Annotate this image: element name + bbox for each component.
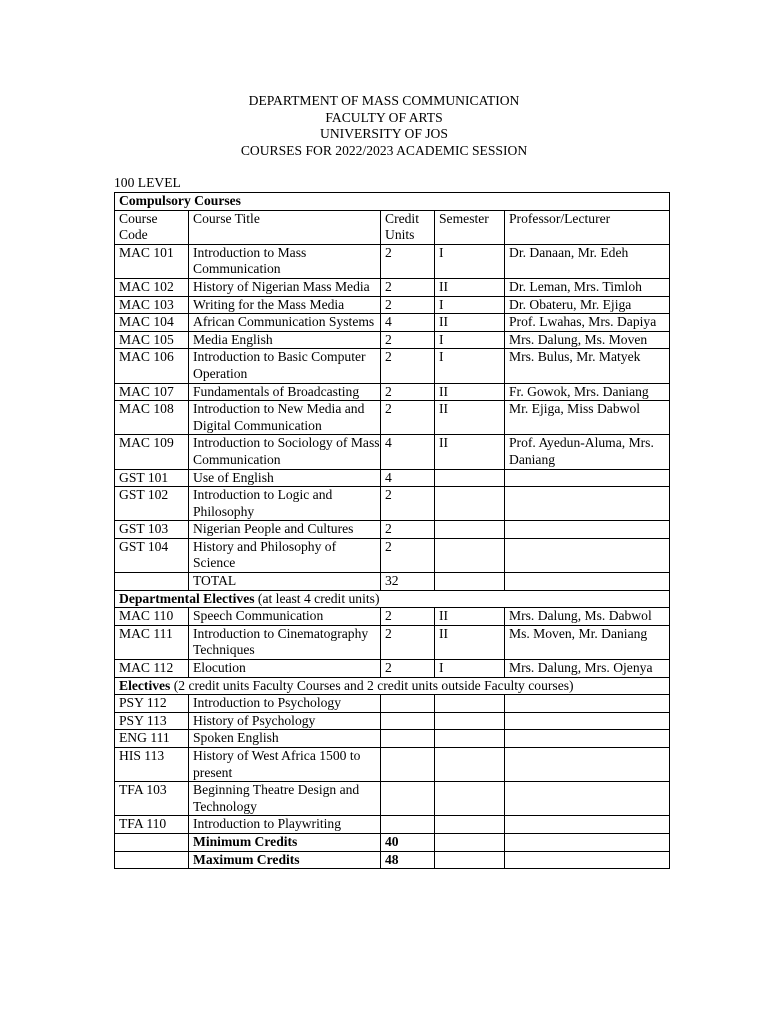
lecturer-cell: Dr. Leman, Mrs. Timloh: [505, 278, 670, 296]
session-title: COURSES FOR 2022/2023 ACADEMIC SESSION: [240, 142, 528, 158]
column-header-row: [115, 210, 670, 244]
table-row: [115, 730, 670, 748]
lecturer-cell: Dr. Obateru, Mr. Ejiga: [505, 296, 670, 314]
lecturer-cell: Ms. Moven, Mr. Daniang: [505, 625, 670, 659]
departmental-electives-heading-row: [115, 590, 670, 608]
lecturer-cell: Fr. Gowok, Mrs. Daniang: [505, 383, 670, 401]
semester-cell: II: [435, 314, 505, 332]
course-code-cell: PSY 113: [115, 712, 189, 730]
lecturer-cell: Dr. Danaan, Mr. Edeh: [505, 244, 670, 278]
course-code-cell: MAC 110: [115, 608, 189, 626]
column-header: Semester: [435, 210, 505, 244]
course-code-cell: HIS 113: [115, 748, 189, 782]
course-title-cell: Introduction to Psychology: [189, 695, 381, 713]
lecturer-cell: [505, 695, 670, 713]
course-code-cell: MAC 103: [115, 296, 189, 314]
course-title-cell: History of Nigerian Mass Media: [189, 278, 381, 296]
course-title-cell: Media English: [189, 331, 381, 349]
semester-cell: I: [435, 349, 505, 383]
course-code-cell: MAC 104: [115, 314, 189, 332]
credit-units-cell: 2: [381, 521, 435, 539]
semester-cell: I: [435, 296, 505, 314]
course-title-cell: Nigerian People and Cultures: [189, 521, 381, 539]
credit-units-cell: 2: [381, 349, 435, 383]
lecturer-cell: Mrs. Bulus, Mr. Matyek: [505, 349, 670, 383]
semester-cell: [435, 469, 505, 487]
credit-units-cell: 40: [381, 833, 435, 851]
credit-units-cell: 2: [381, 660, 435, 678]
section-heading: Electives: [119, 677, 171, 693]
course-code-cell: MAC 106: [115, 349, 189, 383]
courses-table: [114, 192, 670, 869]
table-row: [115, 487, 670, 521]
table-row: [115, 296, 670, 314]
table-row: [115, 244, 670, 278]
section-note: (at least 4 credit units): [254, 590, 380, 606]
credit-units-cell: 2: [381, 383, 435, 401]
course-code-cell: MAC 101: [115, 244, 189, 278]
course-title-cell: Introduction to Basic Computer Operation: [189, 349, 381, 383]
course-code-cell: [115, 833, 189, 851]
column-header: Credit Units: [381, 210, 435, 244]
course-title-cell: Speech Communication: [189, 608, 381, 626]
lecturer-cell: [505, 538, 670, 572]
semester-cell: [435, 538, 505, 572]
course-code-cell: GST 104: [115, 538, 189, 572]
semester-cell: [435, 748, 505, 782]
credit-units-cell: 48: [381, 851, 435, 869]
lecturer-cell: [505, 851, 670, 869]
university-title: UNIVERSITY OF JOS: [320, 126, 448, 141]
lecturer-cell: Mrs. Dalung, Mrs. Ojenya: [505, 660, 670, 678]
credit-units-cell: [381, 712, 435, 730]
credit-units-cell: 2: [381, 487, 435, 521]
table-row: [115, 695, 670, 713]
table-row: [115, 851, 670, 869]
electives-heading-row-cell: [115, 677, 670, 695]
course-title-cell: African Communication Systems: [189, 314, 381, 332]
course-code-cell: MAC 107: [115, 383, 189, 401]
department-title: DEPARTMENT OF MASS COMMUNICATION: [248, 93, 520, 108]
table-row: [115, 331, 670, 349]
course-code-cell: MAC 109: [115, 435, 189, 469]
column-header: Professor/Lecturer: [505, 210, 670, 244]
table-row: [115, 401, 670, 435]
course-code-cell: GST 101: [115, 469, 189, 487]
credit-units-cell: 4: [381, 435, 435, 469]
semester-cell: II: [435, 625, 505, 659]
table-row: [115, 469, 670, 487]
column-header: Course Code: [115, 210, 189, 244]
semester-cell: I: [435, 660, 505, 678]
table-row: [115, 748, 670, 782]
electives-heading-row: [115, 677, 670, 695]
lecturer-cell: [505, 573, 670, 591]
semester-cell: [435, 487, 505, 521]
course-title-cell: Introduction to Cinematography Techniques: [189, 625, 381, 659]
course-title-cell: Writing for the Mass Media: [189, 296, 381, 314]
semester-cell: [435, 833, 505, 851]
lecturer-cell: [505, 521, 670, 539]
credit-units-cell: 4: [381, 314, 435, 332]
lecturer-cell: Mr. Ejiga, Miss Dabwol: [505, 401, 670, 435]
credit-units-cell: 2: [381, 278, 435, 296]
course-title-cell: History and Philosophy of Science: [189, 538, 381, 572]
credit-units-cell: 4: [381, 469, 435, 487]
compulsory-heading-row-cell: [115, 193, 670, 211]
course-code-cell: GST 102: [115, 487, 189, 521]
table-row: [115, 521, 670, 539]
semester-cell: [435, 712, 505, 730]
lecturer-cell: [505, 833, 670, 851]
table-row: [115, 608, 670, 626]
credit-units-cell: [381, 782, 435, 816]
course-code-cell: MAC 108: [115, 401, 189, 435]
course-code-cell: [115, 851, 189, 869]
departmental-electives-heading-row-cell: [115, 590, 670, 608]
course-title-cell: TOTAL: [189, 573, 381, 591]
credit-units-cell: 2: [381, 244, 435, 278]
credit-units-cell: [381, 816, 435, 834]
lecturer-cell: [505, 730, 670, 748]
semester-cell: I: [435, 244, 505, 278]
semester-cell: I: [435, 331, 505, 349]
course-code-cell: PSY 112: [115, 695, 189, 713]
lecturer-cell: Prof. Lwahas, Mrs. Dapiya: [505, 314, 670, 332]
course-title-cell: Introduction to Playwriting: [189, 816, 381, 834]
semester-cell: [435, 851, 505, 869]
semester-cell: [435, 695, 505, 713]
table-row: [115, 782, 670, 816]
course-code-cell: TFA 110: [115, 816, 189, 834]
lecturer-cell: [505, 487, 670, 521]
section-note: (2 credit units Faculty Courses and 2 credit units outside Faculty courses): [170, 677, 574, 693]
course-title-cell: Introduction to Mass Communication: [189, 244, 381, 278]
semester-cell: II: [435, 401, 505, 435]
credit-units-cell: 2: [381, 296, 435, 314]
lecturer-cell: [505, 712, 670, 730]
semester-cell: [435, 573, 505, 591]
credit-units-cell: [381, 695, 435, 713]
column-header: Course Title: [189, 210, 381, 244]
semester-cell: II: [435, 383, 505, 401]
level-label: 100 LEVEL: [114, 175, 181, 190]
credit-units-cell: 2: [381, 625, 435, 659]
semester-cell: II: [435, 608, 505, 626]
lecturer-cell: [505, 816, 670, 834]
table-row: [115, 538, 670, 572]
table-row: [115, 383, 670, 401]
course-code-cell: MAC 102: [115, 278, 189, 296]
table-row: [115, 833, 670, 851]
course-code-cell: MAC 105: [115, 331, 189, 349]
course-code-cell: GST 103: [115, 521, 189, 539]
table-row: [115, 712, 670, 730]
course-title-cell: Minimum Credits: [189, 833, 381, 851]
lecturer-cell: Prof. Ayedun-Aluma, Mrs. Daniang: [505, 435, 670, 469]
document-header: [0, 93, 768, 159]
semester-cell: [435, 816, 505, 834]
semester-cell: II: [435, 278, 505, 296]
course-title-cell: History of Psychology: [189, 712, 381, 730]
table-row: [115, 349, 670, 383]
course-code-cell: TFA 103: [115, 782, 189, 816]
course-code-cell: ENG 111: [115, 730, 189, 748]
course-title-cell: Elocution: [189, 660, 381, 678]
course-title-cell: Introduction to New Media and Digital Communication: [189, 401, 381, 435]
lecturer-cell: [505, 469, 670, 487]
course-title-cell: Use of English: [189, 469, 381, 487]
course-code-cell: [115, 573, 189, 591]
course-title-cell: Introduction to Sociology of Mass Communication: [189, 435, 381, 469]
course-title-cell: Spoken English: [189, 730, 381, 748]
semester-cell: II: [435, 435, 505, 469]
table-row: [115, 816, 670, 834]
lecturer-cell: Mrs. Dalung, Ms. Moven: [505, 331, 670, 349]
credit-units-cell: 2: [381, 401, 435, 435]
course-title-cell: History of West Africa 1500 to present: [189, 748, 381, 782]
semester-cell: [435, 730, 505, 748]
credit-units-cell: [381, 748, 435, 782]
semester-cell: [435, 521, 505, 539]
credit-units-cell: [381, 730, 435, 748]
lecturer-cell: [505, 748, 670, 782]
table-row: [115, 573, 670, 591]
course-title-cell: Introduction to Logic and Philosophy: [189, 487, 381, 521]
table-row: [115, 625, 670, 659]
section-heading: Compulsory Courses: [119, 193, 241, 208]
table-row: [115, 314, 670, 332]
table-row: [115, 278, 670, 296]
semester-cell: [435, 782, 505, 816]
faculty-title: FACULTY OF ARTS: [325, 109, 443, 125]
table-row: [115, 435, 670, 469]
course-code-cell: MAC 112: [115, 660, 189, 678]
course-title-cell: Beginning Theatre Design and Technology: [189, 782, 381, 816]
credit-units-cell: 2: [381, 608, 435, 626]
lecturer-cell: Mrs. Dalung, Ms. Dabwol: [505, 608, 670, 626]
course-code-cell: MAC 111: [115, 625, 189, 659]
course-title-cell: Maximum Credits: [189, 851, 381, 869]
lecturer-cell: [505, 782, 670, 816]
section-heading: Departmental Electives: [119, 590, 255, 606]
table-row: [115, 660, 670, 678]
credit-units-cell: 2: [381, 538, 435, 572]
credit-units-cell: 2: [381, 331, 435, 349]
course-title-cell: Fundamentals of Broadcasting: [189, 383, 381, 401]
credit-units-cell: 32: [381, 573, 435, 591]
compulsory-heading-row: [115, 193, 670, 211]
